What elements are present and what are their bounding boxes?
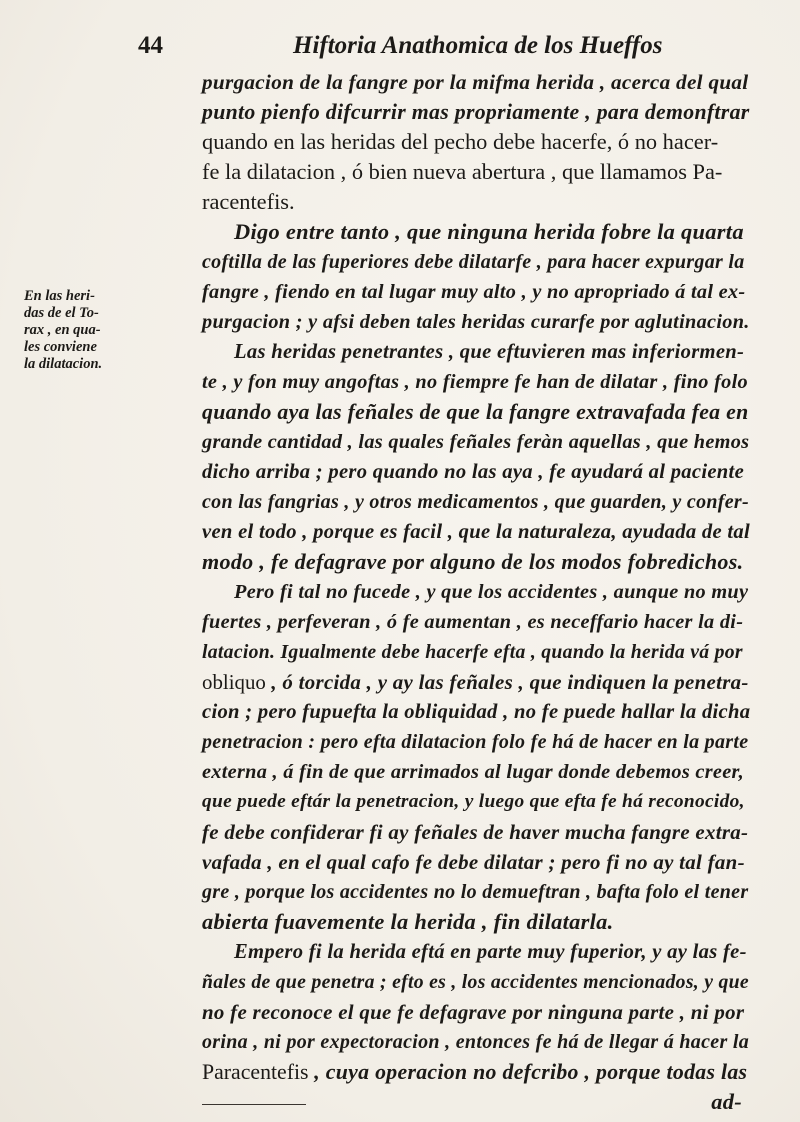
text-line: vafada , en el qual cafo fe debe dilatar ; pero fi no ay tal fan-	[202, 850, 745, 874]
text-line: no fe reconoce el que fe defagrave por ninguna parte , ni por	[202, 1000, 745, 1024]
text-line: latacion. Igualmente debe hacerfe efta , quando la herida vá por	[202, 641, 743, 663]
margin-note-line: En las heri-	[24, 288, 95, 304]
margin-note-line: das de el To-	[24, 305, 99, 321]
margin-note	[24, 288, 200, 373]
text-line	[202, 667, 750, 697]
catchword: ad-	[711, 1089, 742, 1114]
body-text	[202, 67, 750, 1117]
page-number: 44	[138, 32, 163, 59]
text-line: penetracion : pero efta dilatacion folo fe há de hacer en la parte	[202, 731, 749, 753]
text-line: fangre , fiendo en tal lugar muy alto , y no apropriado á tal ex-	[202, 281, 746, 303]
margin-note-line: la dilatacion.	[24, 356, 103, 372]
text-line: purgacion ; y afsi deben tales heridas curarfe por aglutinacion.	[202, 311, 750, 333]
text-line: fe debe confiderar fi ay feñales de haver mucha fangre extra-	[202, 820, 749, 844]
text-line: modo , fe defagrave por alguno de los modos fobredichos.	[202, 549, 744, 574]
text-line: gre , porque los accidentes no lo demueftran , bafta folo el tener	[202, 881, 749, 903]
text-line: grande cantidad , las quales feñales feràn aquellas , que hemos	[202, 431, 750, 453]
text-line	[202, 1057, 750, 1087]
text-line: quando en las heridas del pecho debe hacerfe, ó no hacer-	[202, 129, 719, 154]
text-line: que puede eftár la penetracion, y luego que efta fe há reconocido,	[202, 791, 745, 812]
text-line: fe la dilatacion , ó bien nueva abertura , que llamamos Pa-	[202, 159, 723, 184]
text-line: abierta fuavemente la herida , fin dilatarla.	[202, 909, 614, 934]
text-line: ñales de que penetra ; efto es , los accidentes mencionados, y que	[202, 971, 749, 993]
text-line: Digo entre tanto , que ninguna herida fobre la quarta	[234, 219, 744, 244]
text-line-italic-part: , cuya operacion no defcribo , porque todas las	[308, 1060, 748, 1084]
text-line: punto pienfo difcurrir mas propriamente , para demonftrar	[202, 100, 750, 124]
text-line-italic-part: , ó torcida , y ay las feñales , que indiquen la penetra-	[265, 670, 749, 694]
text-line: coftilla de las fuperiores debe dilatarfe , para hacer expurgar la	[202, 251, 745, 273]
text-line: Pero fi tal no fucede , y que los accidentes , aunque no muy	[234, 581, 749, 603]
running-title: Hiftoria Anathomica de los Hueffos	[293, 32, 663, 59]
text-line: cion ; pero fupuefta la obliquidad , no fe puede hallar la dicha	[202, 701, 751, 723]
text-line: fuertes , perfeveran , ó fe aumentan , es neceffario hacer la di-	[202, 611, 744, 633]
text-line: quando aya las feñales de que la fangre extravafada fea en	[202, 400, 749, 424]
text-line: orina , ni por expectoracion , entonces fe há de llegar á hacer la	[202, 1031, 749, 1053]
text-line: Las heridas penetrantes , que eftuvieren mas inferiormen-	[234, 341, 745, 363]
text-line: te , y fon muy angoftas , no fiempre fe han de dilatar , fino folo	[202, 371, 748, 393]
margin-note-line: rax , en qua-	[24, 322, 101, 338]
text-line: ven el todo , porque es facil , que la naturaleza, ayudada de tal	[202, 521, 751, 543]
text-line: Empero fi la herida eftá en parte muy fuperior, y ay las fe-	[234, 941, 747, 963]
text-line: con las fangrias , y otros medicamentos , que guarden, y confer-	[202, 491, 749, 513]
page-header	[138, 32, 738, 66]
margin-note-line: les conviene	[24, 339, 97, 355]
catchword-underline	[202, 1104, 306, 1105]
text-line: racentefis.	[202, 189, 295, 214]
text-line: externa , á fin de que arrimados al lugar donde debemos creer,	[202, 761, 744, 783]
text-line: dicho arriba ; pero quando no las aya , fe ayudará al paciente	[202, 461, 745, 483]
text-line: purgacion de la fangre por la mifma herida , acerca del qual	[202, 70, 749, 94]
text-line-roman-part: obliquo	[202, 670, 266, 694]
text-line-roman-part: Paracentefis	[202, 1060, 309, 1084]
